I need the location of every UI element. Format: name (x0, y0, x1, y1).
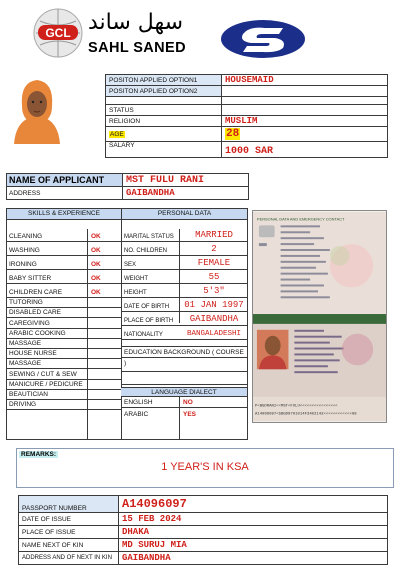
salary-label: SALARY (106, 142, 222, 158)
personal-label: MARITAL STATUS (124, 234, 174, 240)
position-option2-label: POSITON APPLIED OPTION2 (106, 86, 222, 97)
skill-row (7, 380, 121, 390)
personal-value: FEMALE (197, 258, 231, 268)
applicant-table (6, 173, 249, 200)
date-of-issue-value: 15 FEB 2024 (119, 513, 388, 526)
personal-label: NO. CHILDREN (124, 248, 168, 254)
position-option1-label: POSITON APPLIED OPTION1 (106, 75, 222, 86)
remarks-label: REMARKS: (21, 451, 57, 458)
skill-row (7, 228, 121, 242)
table-row (7, 174, 249, 187)
table-row (19, 496, 388, 513)
skill-row (7, 329, 121, 339)
religion-value: MUSLIM (222, 116, 388, 127)
skill-row (7, 349, 121, 359)
skill-label: CHILDREN CARE (9, 289, 63, 296)
language-row (121, 397, 247, 408)
personal-value: GAIBANDHA (189, 314, 239, 324)
passport-number-label: PASSPORT NUMBER (19, 496, 119, 513)
passport-mrz: A14096097<5BGD9701014F3402142<<<<<<<<<<<<08 (254, 412, 357, 417)
skill-row (7, 242, 121, 256)
personal-value: MARRIED (195, 230, 233, 240)
table-row (106, 97, 388, 105)
remarks-value: 1 YEAR'S IN KSA (161, 461, 249, 473)
remarks-box (16, 448, 394, 488)
skill-label: TUTORING (9, 299, 43, 307)
personal-row (121, 326, 247, 340)
personal-value: 2 (211, 244, 217, 254)
language-value: YES (183, 411, 197, 418)
table-row (106, 142, 388, 158)
table-row (19, 539, 388, 552)
age-value (222, 127, 388, 142)
skill-label: IRONING (9, 261, 37, 268)
next-of-kin-label: NAME NEXT OF KIN (19, 539, 119, 552)
religion-label: RELIGION (106, 116, 222, 127)
age-label-text: AGE (110, 130, 124, 138)
age-label (106, 127, 222, 142)
personal-row (121, 270, 247, 284)
address-label: ADDRESS (7, 187, 123, 200)
personal-row (121, 256, 247, 270)
divider (121, 384, 247, 385)
skill-value: OK (91, 275, 101, 282)
status-value (222, 105, 388, 116)
table-row (19, 552, 388, 565)
table-row (106, 127, 388, 142)
details-grid (6, 208, 248, 440)
skill-row (7, 369, 121, 379)
skill-label: CLEANING (9, 233, 43, 240)
skill-label: DRIVING (9, 401, 37, 409)
skill-row (7, 270, 121, 284)
personal-data-header: PERSONAL DATA (121, 209, 247, 220)
salary-value: 1000 SAR (222, 142, 388, 158)
skill-row (7, 359, 121, 369)
language-label: ARABIC (124, 411, 149, 418)
skill-row (7, 308, 121, 318)
language-row (121, 408, 247, 419)
personal-row (121, 298, 247, 312)
skill-value: OK (91, 233, 101, 240)
place-of-issue-value: DHAKA (119, 526, 388, 539)
personal-row (121, 242, 247, 256)
skill-label: SEWING / CUT & SEW (9, 370, 77, 378)
skill-label: ARABIC COOKING (9, 329, 66, 337)
personal-value: 5'3" (203, 286, 225, 296)
skill-row (7, 339, 121, 349)
skills-header: SKILLS & EXPERIENCE (7, 209, 121, 220)
personal-label: NATIONALITY (124, 332, 163, 338)
skill-label: BEAUTICIAN (9, 390, 49, 398)
skill-value: OK (91, 289, 101, 296)
skill-row (7, 400, 121, 410)
applicant-photo (8, 72, 66, 144)
skill-label: DISABLED CARE (9, 309, 62, 317)
skill-row (7, 390, 121, 400)
skill-row (7, 318, 121, 328)
language-label: ENGLISH (124, 399, 153, 406)
svg-text:P<BGDRANI<<MST<FULU<<<<<<<<<<<: P<BGDRANI<<MST<FULU<<<<<<<<<<<<<<<< (254, 404, 338, 409)
skill-label: BABY SITTER (9, 275, 52, 282)
personal-row (121, 312, 247, 326)
age-value-text: 28 (226, 128, 240, 140)
kin-address-value: GAIBANDHA (119, 552, 388, 565)
skill-label: MASSAGE (9, 360, 42, 368)
sahl-saned-logo (219, 18, 307, 60)
table-row (106, 86, 388, 97)
skill-label: WASHING (9, 247, 40, 254)
blank-value (222, 97, 388, 105)
skill-row (7, 298, 121, 308)
position-info-table (105, 74, 388, 158)
position-option2-value (222, 86, 388, 97)
personal-label: PLACE OF BIRTH (124, 318, 174, 324)
table-row (106, 105, 388, 116)
kin-address-label: ADDRESS AND OF NEXT IN KIN (19, 552, 119, 565)
applicant-name-value: MST FULU RANI (123, 174, 249, 187)
skill-label: CAREGIVING (9, 319, 50, 327)
personal-label: DATE OF BIRTH (124, 304, 170, 310)
table-row (106, 116, 388, 127)
language-header: LANGUAGE DIALECT (121, 387, 247, 397)
personal-value: 01 JAN 1997 (184, 300, 244, 310)
skill-label: MANICURE / PEDICURE (9, 380, 83, 388)
applicant-name-label: NAME OF APPLICANT (7, 174, 123, 187)
place-of-issue-label: PLACE OF ISSUE (19, 526, 119, 539)
personal-row (121, 284, 247, 298)
next-of-kin-value: MD SURUJ MIA (119, 539, 388, 552)
passport-number-value: A14096097 (119, 496, 388, 513)
education-header: EDUCATION BACKGROUND ( COURSE ) (121, 346, 247, 358)
gcl-logo-text: GCL (45, 26, 71, 40)
personal-label: WEIGHT (124, 276, 148, 282)
language-value: NO (183, 399, 193, 406)
status-label: STATUS (106, 105, 222, 116)
blank-label (106, 97, 222, 105)
gcl-logo (32, 7, 84, 59)
table-row (7, 187, 249, 200)
skill-label: HOUSE NURSE (9, 350, 57, 358)
table-row (19, 513, 388, 526)
personal-value: 55 (208, 272, 220, 282)
arabic-company-name: سهل ساند (88, 10, 184, 35)
english-company-name: SAHL SANED (88, 40, 186, 56)
personal-row (121, 228, 247, 242)
personal-label: SEX (124, 262, 137, 268)
personal-value: BANGALADESHI (186, 330, 241, 338)
skill-value: OK (91, 261, 101, 268)
divider (121, 371, 247, 372)
position-option1-value: HOUSEMAID (222, 75, 388, 86)
address-value: GAIBANDHA (123, 187, 249, 200)
table-row (106, 75, 388, 86)
passport-table (18, 495, 388, 565)
skill-row (7, 284, 121, 298)
skill-value: OK (91, 247, 101, 254)
svg-text:PERSONAL DATA AND EMERGENCY CO: PERSONAL DATA AND EMERGENCY CONTACT (256, 216, 345, 222)
skill-row (7, 256, 121, 270)
date-of-issue-label: DATE OF ISSUE (19, 513, 119, 526)
passport-scan-image (252, 210, 387, 423)
personal-label: HEIGHT (124, 290, 147, 296)
skill-label: MASSAGE (9, 339, 42, 347)
table-row (19, 526, 388, 539)
